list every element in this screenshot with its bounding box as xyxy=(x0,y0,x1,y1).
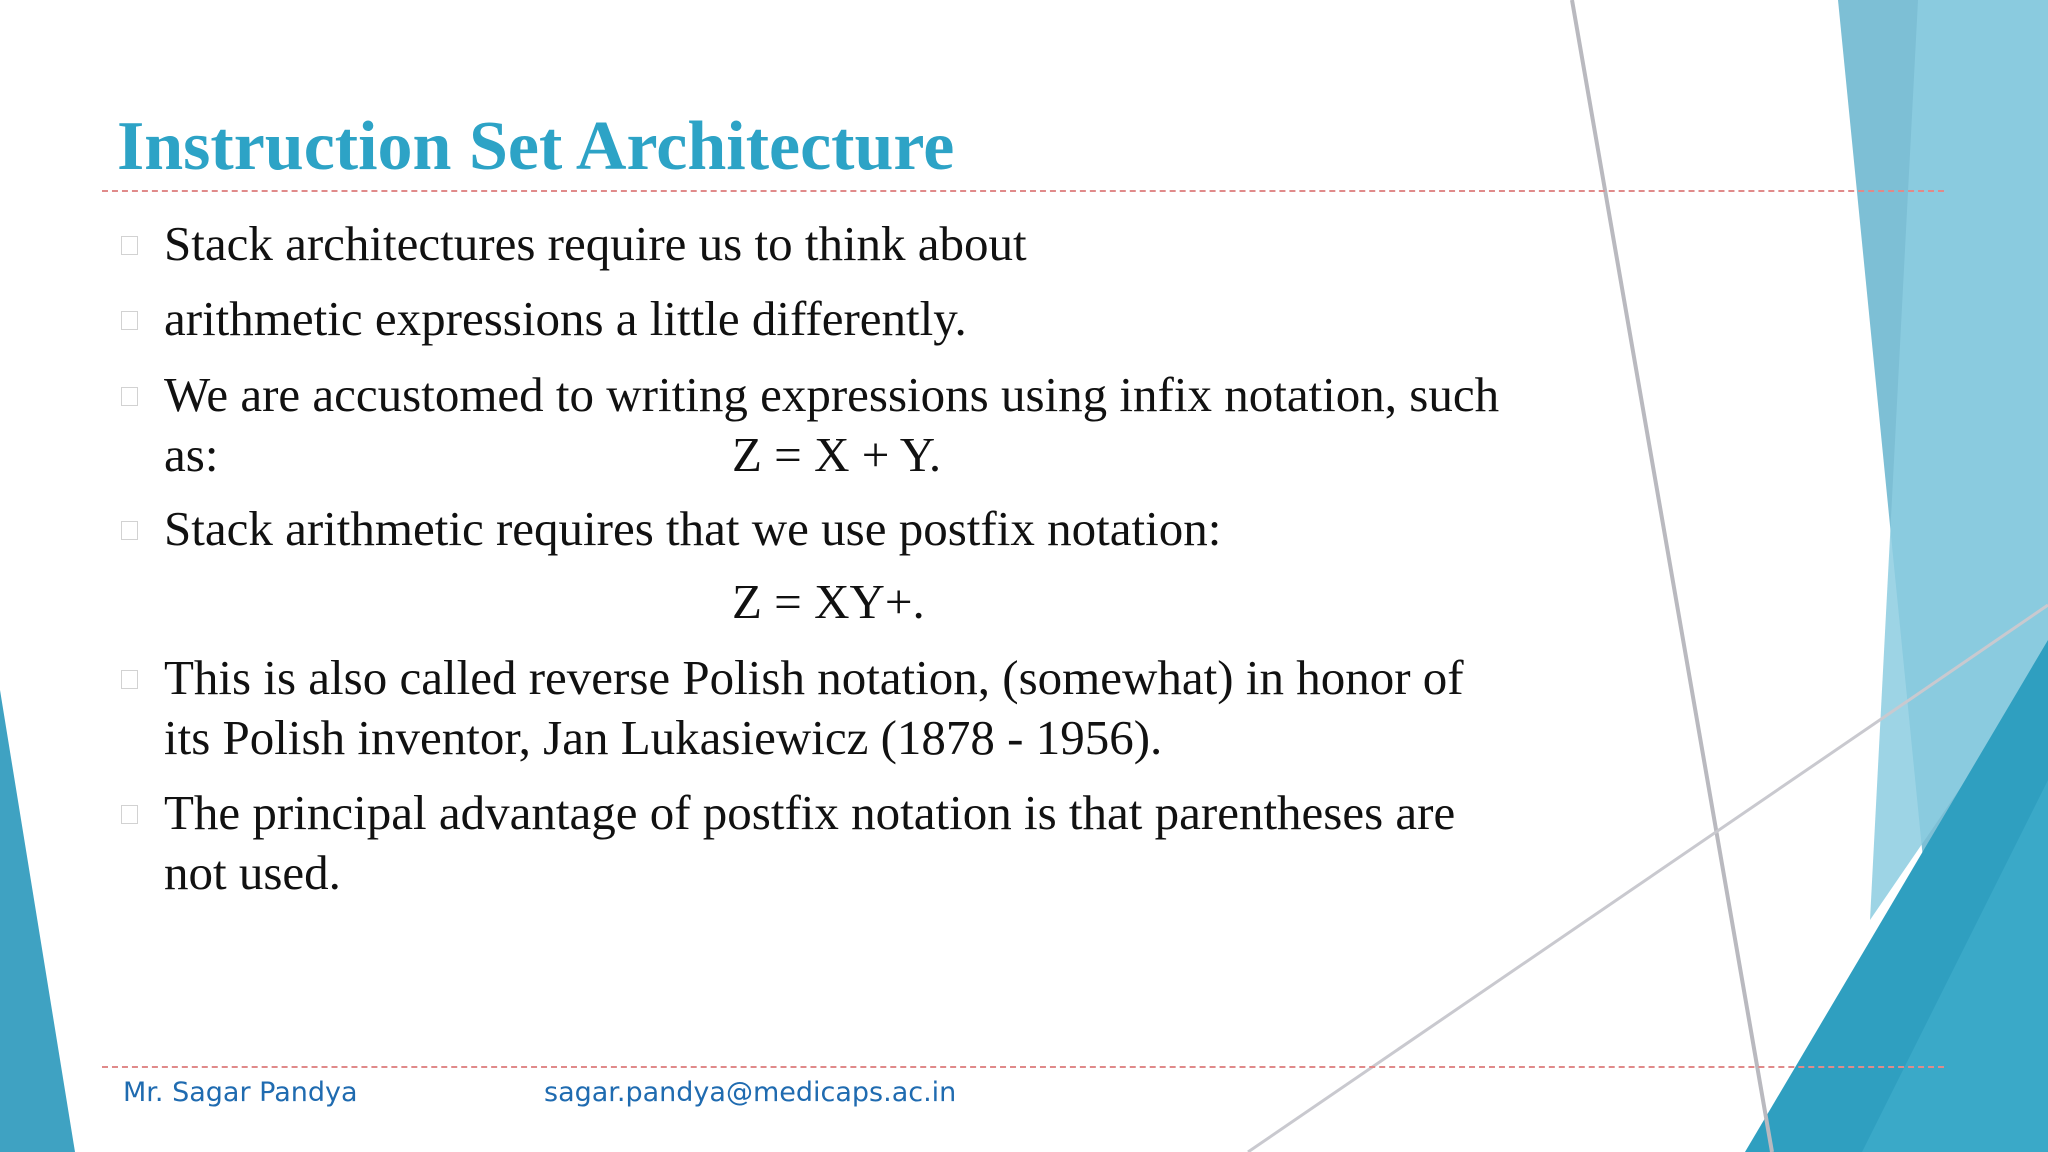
bullet-text-line: its Polish inventor, Jan Lukasiewicz (1878 - 1956). xyxy=(164,710,1163,765)
bullet-text: arithmetic expressions a little differently. xyxy=(164,291,967,346)
deco-left-triangle xyxy=(0,690,75,1152)
bullet-square-icon xyxy=(121,387,138,406)
infix-equation: Z = X + Y. xyxy=(732,427,942,482)
bullet-text: Stack architectures require us to think about xyxy=(164,216,1027,271)
slide-title: Instruction Set Architecture xyxy=(117,108,955,185)
bullet-text-line: The principal advantage of postfix notation is that parentheses are xyxy=(164,785,1456,840)
bullet-square-icon xyxy=(121,670,138,689)
bullet-text xyxy=(164,783,1582,903)
bullet-text-line: as: xyxy=(164,427,219,482)
bullet-square-icon xyxy=(121,805,138,824)
postfix-equation: Z = XY+. xyxy=(732,574,925,629)
footer-divider xyxy=(102,1066,1944,1068)
bullet-square-icon xyxy=(121,521,138,540)
bullet-text-line: not used. xyxy=(164,845,341,900)
bullet-text-line: This is also called reverse Polish notation, (somewhat) in honor of xyxy=(164,650,1464,705)
bullet-square-icon xyxy=(121,236,138,255)
bullet-text xyxy=(164,648,1582,768)
deco-diagonal-line-1 xyxy=(1572,0,1772,1152)
bullet-text-line: We are accustomed to writing expressions using infix notation, such xyxy=(164,367,1500,422)
footer-email: sagar.pandya@medicaps.ac.in xyxy=(544,1077,957,1108)
footer-author: Mr. Sagar Pandya xyxy=(123,1077,358,1108)
title-divider xyxy=(102,190,1944,192)
bullet-text: Stack arithmetic requires that we use postfix notation: xyxy=(164,501,1222,556)
bullet-square-icon xyxy=(121,311,138,330)
